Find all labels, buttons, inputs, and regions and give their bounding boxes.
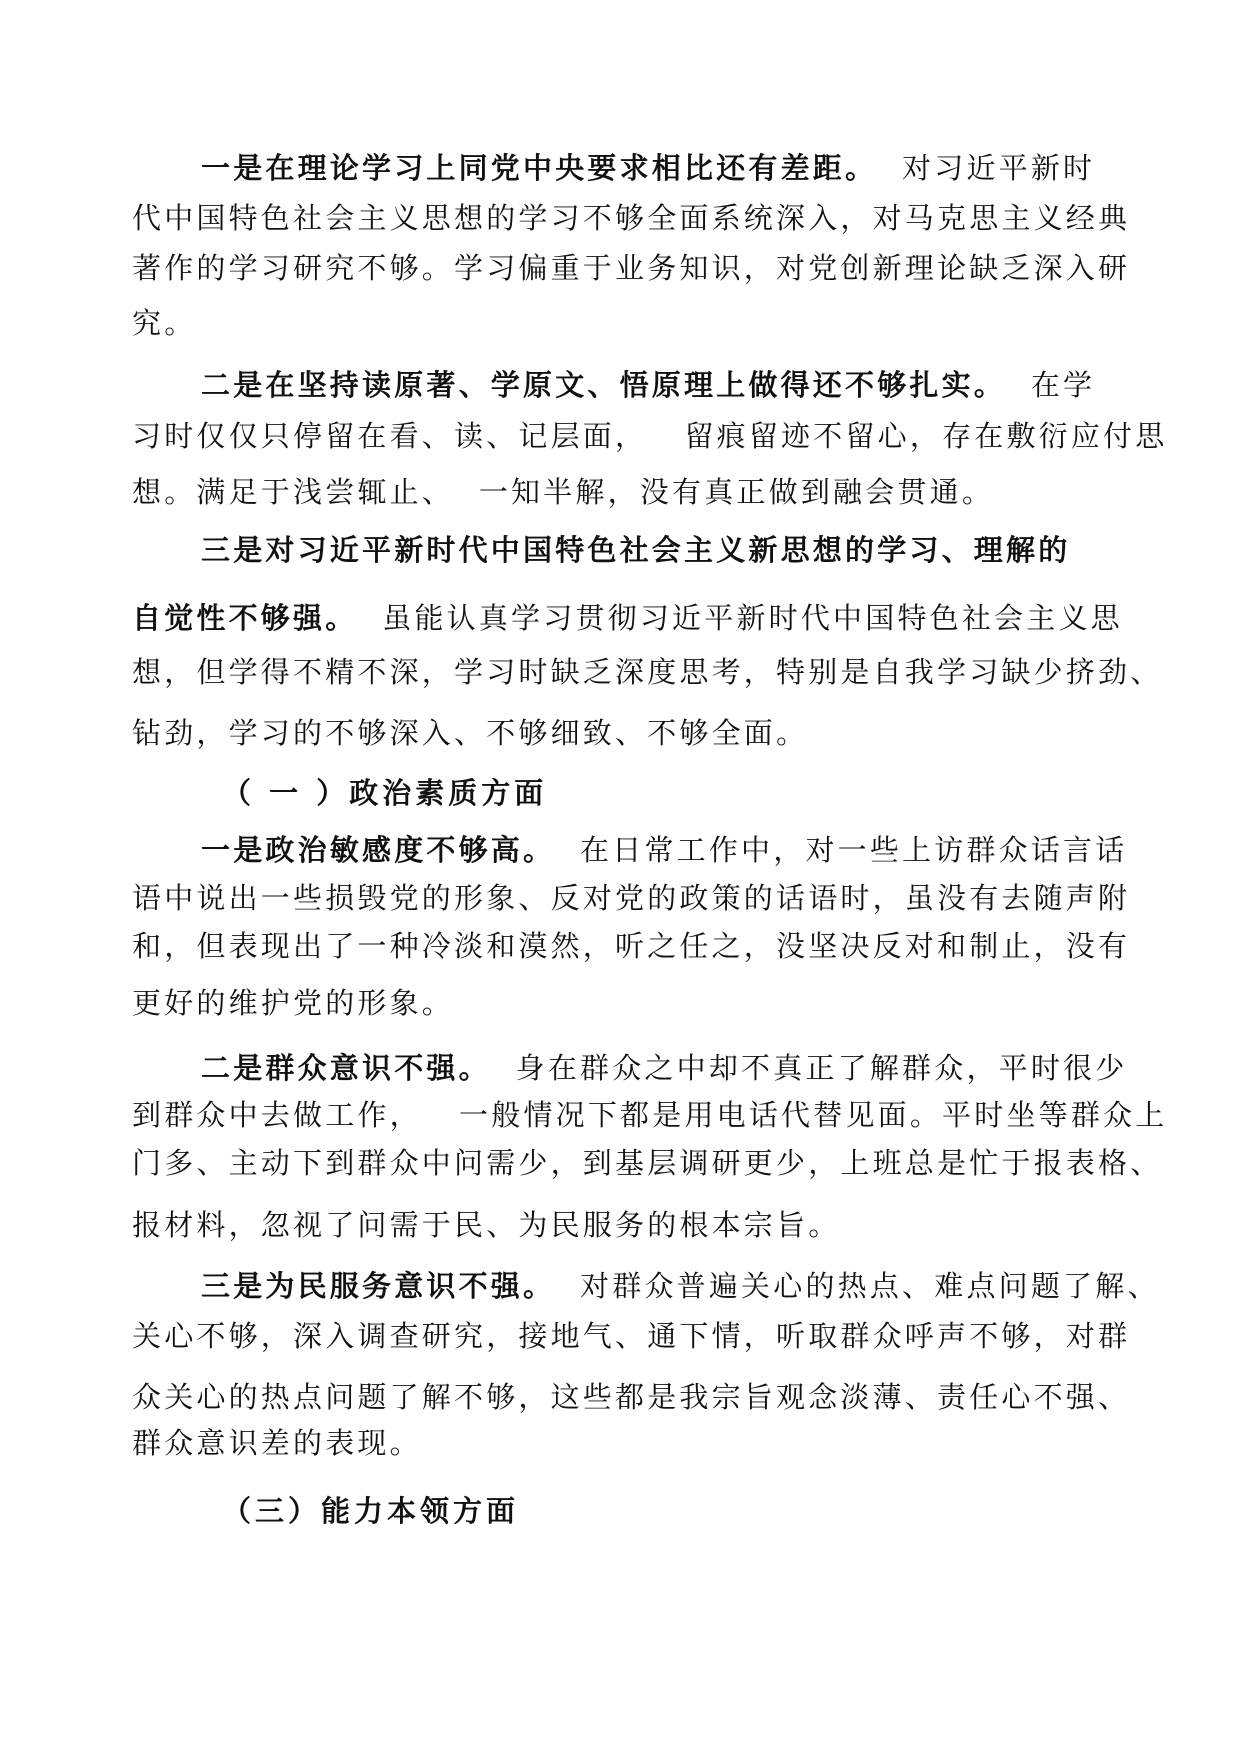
paragraph-line: 著作的学习研究不够。学习偏重于业务知识，对党创新理论缺乏深入研 — [132, 251, 1131, 285]
paragraph-line: 钻劲，学习的不够深入、不够细致、不够全面。 — [132, 716, 809, 750]
paragraph-line — [201, 832, 1127, 868]
paragraph-line: 代中国特色社会主义思想的学习不够全面系统深入，对马克思主义经典 — [132, 201, 1131, 235]
paragraph-line — [201, 1050, 1127, 1086]
body-text: 虽能认真学习贯彻习近平新时代中国特色社会主义思 — [357, 601, 1123, 635]
paragraph-line — [132, 600, 1123, 636]
body-text: 对群众普遍关心的热点、难点问题了解、 — [555, 1269, 1160, 1303]
point-lead: 三是对习近平新时代中国特色社会主义新思想的学习、理解的 — [201, 533, 1071, 567]
paragraph-line: 众关心的热点问题了解不够，这些都是我宗旨观念淡薄、责任心不强、 — [132, 1380, 1131, 1414]
point-lead: 一是政治敏感度不够高。 — [201, 833, 556, 867]
paragraph-line: 报材料，忽视了问需于民、为民服务的根本宗旨。 — [132, 1208, 841, 1242]
body-text: 在学 — [1006, 368, 1096, 402]
point-lead: 一是在理论学习上同党中央要求相比还有差距。 — [201, 151, 878, 185]
paragraph-line: 和，但表现出了一种冷淡和漠然，听之任之，没坚决反对和制止，没有 — [132, 929, 1131, 963]
body-text: 在日常工作中，对一些上访群众话言话 — [555, 833, 1128, 867]
point-lead: 二是在坚持读原著、学原文、悟原理上做得还不够扎实。 — [201, 368, 1007, 402]
paragraph-line: 关心不够，深入调查研究，接地气、通下情，听取群众呼声不够，对群 — [132, 1319, 1131, 1353]
section-heading: （ 一 ）政治素质方面 — [222, 776, 548, 810]
paragraph-line: 门多、主动下到群众中问需少，到基层调研更少，上班总是忙于报表格、 — [132, 1146, 1163, 1180]
paragraph-line: 语中说出一些损毁党的形象、反对党的政策的话语时，虽没有去随声附 — [132, 881, 1131, 915]
paragraph-line: 习时仅仅只停留在看、读、记层面， 留痕留迹不留心，存在敷衍应付思 — [132, 419, 1168, 453]
point-lead: 二是群众意识不强。 — [201, 1051, 491, 1085]
point-lead: 三是为民服务意识不强。 — [201, 1269, 556, 1303]
body-text: 身在群众之中却不真正了解群众，平时很少 — [490, 1051, 1128, 1085]
paragraph-line — [201, 367, 1095, 403]
paragraph-line: 到群众中去做工作， 一般情况下都是用电话代替见面。平时坐等群众上 — [132, 1098, 1168, 1132]
body-text: 对习近平新时 — [877, 151, 1096, 185]
paragraph-line — [201, 1268, 1160, 1304]
paragraph-line: 群众意识差的表现。 — [132, 1426, 422, 1460]
paragraph-line: 想，但学得不精不深，学习时缺乏深度思考，特别是自我学习缺少挤劲、 — [132, 655, 1163, 689]
section-heading: （三）能力本领方面 — [222, 1494, 520, 1528]
paragraph-line: 更好的维护党的形象。 — [132, 986, 455, 1020]
paragraph-line: 究。 — [132, 306, 197, 340]
paragraph-line: 想。满足于浅尝辄止、 一知半解，没有真正做到融会贯通。 — [132, 475, 995, 509]
point-lead: 自觉性不够强。 — [132, 601, 358, 635]
paragraph-line — [201, 150, 1095, 186]
